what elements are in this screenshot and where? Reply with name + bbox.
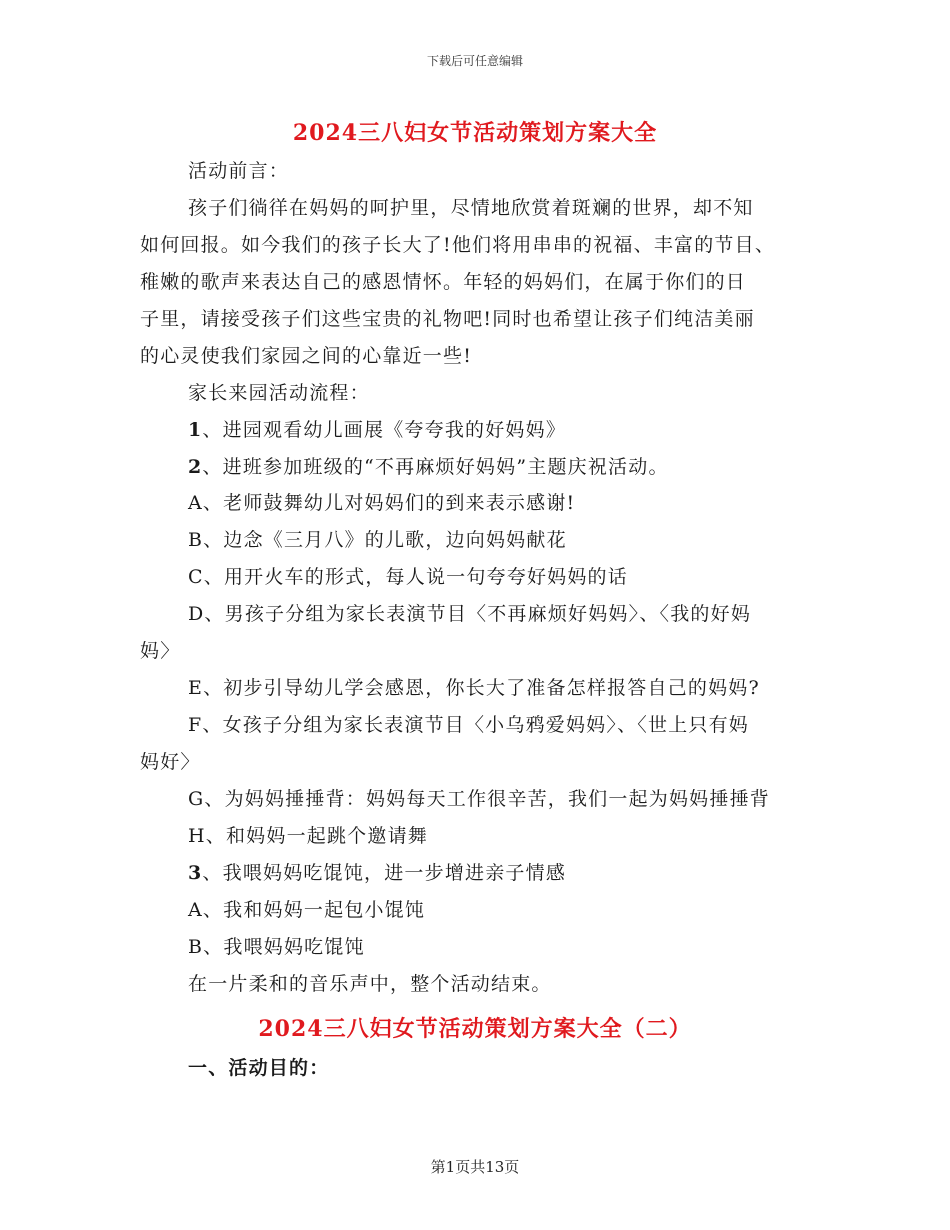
step-3-number: 3 — [188, 862, 203, 884]
step-2-number: 2 — [188, 456, 203, 478]
preface-line-1: 孩子们徜徉在妈妈的呵护里，尽情地欣赏着斑斓的世界，却不知 — [188, 197, 754, 219]
step-3-item-b: B、我喂妈妈吃馄饨 — [188, 936, 365, 958]
item-f-line-2: 妈好〉 — [140, 751, 201, 773]
preface-line-4: 子里，请接受孩子们这些宝贵的礼物吧!同时也希望让孩子们纯洁美丽 — [140, 308, 755, 330]
step-2-text: 、进班参加班级的“不再麻烦好妈妈”主题庆祝活动。 — [202, 456, 669, 478]
item-b: B、边念《三月八》的儿歌，边向妈妈献花 — [188, 529, 567, 551]
preface-label: 活动前言： — [188, 160, 290, 182]
step-1 — [188, 418, 566, 442]
step-3-text: 、我喂妈妈吃馄饨，进一步增进亲子情感 — [202, 862, 567, 884]
step-1-text: 、进园观看幼儿画展《夸夸我的好妈妈》 — [202, 419, 567, 441]
flow-label: 家长来园活动流程： — [188, 382, 370, 404]
item-e: E、初步引导幼儿学会感恩，你长大了准备怎样报答自己的妈妈? — [188, 677, 760, 699]
item-a: A、老师鼓舞幼儿对妈妈们的到来表示感谢! — [188, 492, 576, 514]
step-3-item-a: A、我和妈妈一起包小馄饨 — [188, 899, 426, 921]
preface-line-3: 稚嫩的歌声来表达自己的感恩情怀。年轻的妈妈们，在属于你们的日 — [140, 271, 747, 293]
item-g: G、为妈妈捶捶背：妈妈每天工作很辛苦，我们一起为妈妈捶捶背 — [188, 788, 770, 810]
item-d-line-2: 妈〉 — [140, 640, 181, 662]
step-1-number: 1 — [188, 419, 203, 441]
step-2 — [188, 455, 669, 479]
step-3 — [188, 861, 566, 885]
header-note: 下载后可任意编辑 — [426, 54, 523, 68]
preface-line-2: 如何回报。如今我们的孩子长大了!他们将用串串的祝福、丰富的节目、 — [140, 234, 776, 256]
section-title-2: 2024三八妇女节活动策划方案大全（二） — [258, 1016, 692, 1042]
page-number: 第1页共13页 — [430, 1158, 520, 1176]
section-heading-purpose: 一、活动目的： — [188, 1057, 330, 1079]
item-f-line-1: F、女孩子分组为家长表演节目〈小乌鸦爱妈妈〉、〈世上只有妈 — [188, 714, 749, 736]
item-d-line-1: D、男孩子分组为家长表演节目〈不再麻烦好妈妈〉、〈我的好妈 — [188, 603, 752, 625]
item-h: H、和妈妈一起跳个邀请舞 — [188, 825, 428, 847]
closing-text: 在一片柔和的音乐声中，整个活动结束。 — [188, 973, 552, 995]
preface-line-5: 的心灵使我们家园之间的心靠近一些! — [140, 345, 473, 367]
item-c: C、用开火车的形式，每人说一句夸夸好妈妈的话 — [188, 566, 628, 588]
document-title: 2024三八妇女节活动策划方案大全 — [292, 120, 658, 146]
